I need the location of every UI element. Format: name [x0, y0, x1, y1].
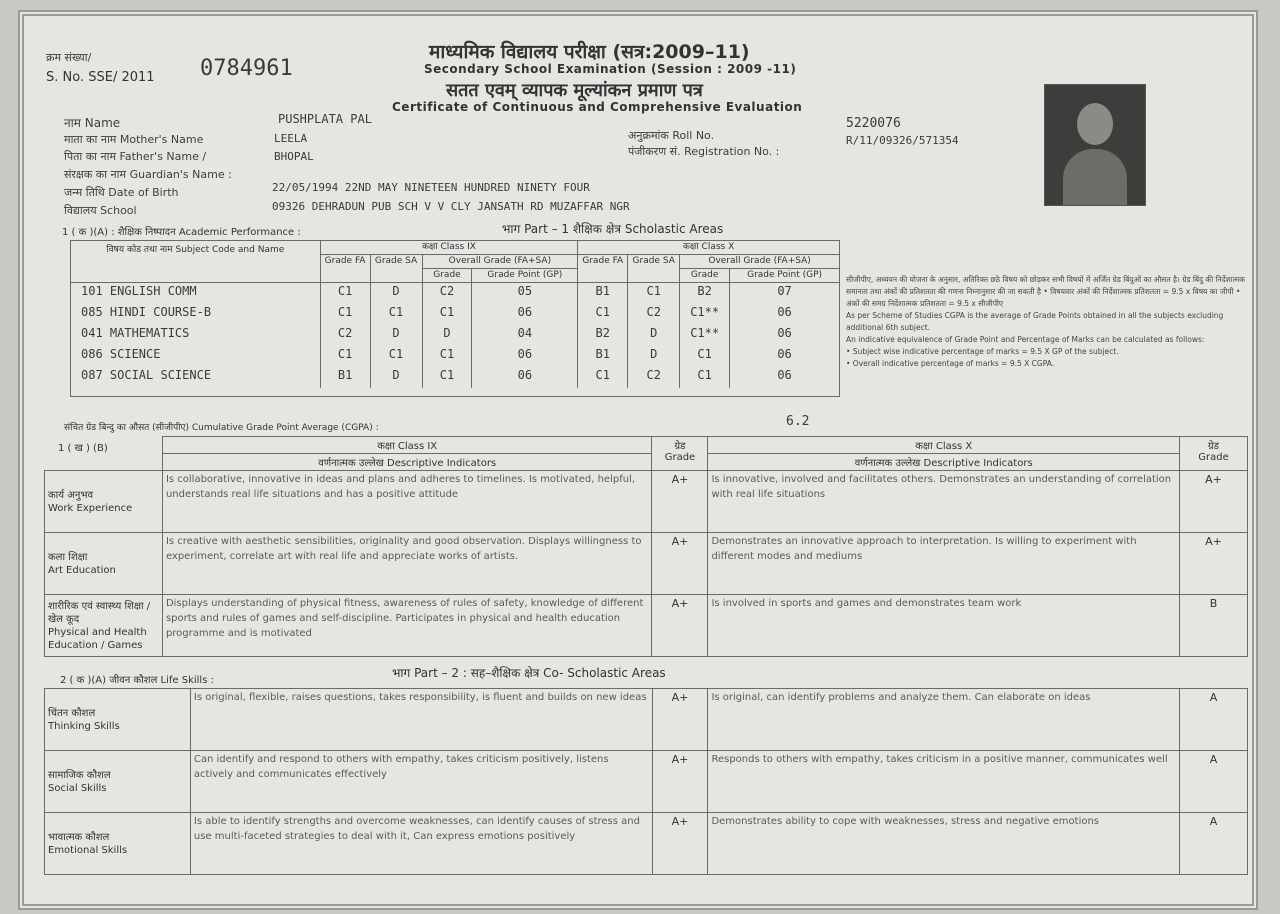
row-label: [45, 813, 191, 875]
grade-cell-fa9: C2: [320, 325, 370, 346]
grade-class9: A+: [652, 689, 708, 751]
subject-row: [71, 346, 840, 367]
registration-number: R/11/09326/571354: [846, 134, 959, 147]
grade-cell-g10: C1: [680, 367, 730, 388]
grade-class9: A+: [652, 533, 708, 595]
grade-cell-fa10: B1: [578, 346, 628, 367]
grade-class10: A: [1180, 813, 1248, 875]
1b-grade-hi-9: ग्रेड: [674, 441, 686, 452]
grade-class10: B: [1180, 595, 1248, 657]
notes-english-2: An indicative equivalence of Grade Point and Percentage of Marks can be calculated as follows:: [846, 335, 1205, 344]
indicator-row: [45, 689, 1248, 751]
subject-name: 087 SOCIAL SCIENCE: [71, 367, 321, 388]
grade-cell-sa9: C1: [370, 346, 422, 367]
grade-cell-fa9: B1: [320, 367, 370, 388]
descriptor-class10: Is original, can identify problems and analyze them. Can elaborate on ideas: [708, 689, 1180, 751]
grade-cell-g9: C2: [422, 283, 472, 305]
row-label-english: Social Skills: [48, 782, 107, 794]
descriptor-class9: Is able to identify strengths and overcome weaknesses, can identify causes of stress and use multi-faceted strategies to deal with it, Can express emotions positively: [190, 813, 652, 875]
1b-grade-hi-10: ग्रेड: [1208, 441, 1219, 452]
grade-cell-fa10: B2: [578, 325, 628, 346]
grade-cell-gp9: 05: [472, 283, 578, 305]
title-english: Secondary School Examination (Session : 2009 -11): [424, 62, 797, 76]
overall-header-9: Overall Grade (FA+SA): [422, 255, 578, 269]
life-skills-table: [44, 688, 1248, 875]
subject-header: विषय कोड तथा नाम Subject Code and Name: [71, 241, 321, 283]
grade-cell-g10: C1: [680, 346, 730, 367]
grade-cell-sa10: D: [628, 346, 680, 367]
1b-grade-header-10: [1180, 437, 1248, 471]
indicator-row: [45, 595, 1248, 657]
certificate-title-hindi: सतत एवम् व्यापक मूल्यांकन प्रमाण पत्र: [446, 80, 703, 101]
grade-class10: A: [1180, 689, 1248, 751]
grade-cell-sa9: C1: [370, 304, 422, 325]
1b-desc-header-10: वर्णनात्मक उल्लेख Descriptive Indicators: [708, 454, 1180, 471]
indicator-row: [45, 813, 1248, 875]
grade-fa-header-9: Grade FA: [320, 255, 370, 283]
grade-point-header-10: Grade Point (GP): [730, 269, 840, 283]
indicator-row: [45, 471, 1248, 533]
descriptor-class10: Is involved in sports and games and demonstrates team work: [708, 595, 1180, 657]
grade-cell-gp9: 06: [472, 367, 578, 388]
subject-row: [71, 325, 840, 346]
grade-cell-g9: C1: [422, 304, 472, 325]
grade-cell-sa9: D: [370, 325, 422, 346]
subject-name: 101 ENGLISH COMM: [71, 283, 321, 305]
roll-label: अनुक्रमांक Roll No.: [628, 129, 715, 142]
rows-2: [45, 689, 1248, 875]
mother-name: LEELA: [274, 132, 308, 145]
row-label-hindi: शारीरिक एवं स्वास्थ्य शिक्षा / खेल कूद: [48, 600, 151, 625]
grade-cell-fa10: B1: [578, 283, 628, 305]
descriptor-class10: Responds to others with empathy, takes criticism in a positive manner, communicates well: [708, 751, 1180, 813]
grade-class10: A+: [1180, 533, 1248, 595]
father-name: BHOPAL: [274, 150, 314, 163]
life-skills-label: 2 ( क )(A) जीवन कौशल Life Skills :: [60, 675, 214, 686]
student-name: PUSHPLATA PAL: [278, 112, 372, 126]
date-of-birth: 22/05/1994 22ND MAY NINETEEN HUNDRED NINETY FOUR: [272, 181, 590, 194]
guardian-label: संरक्षक का नाम Guardian's Name :: [64, 168, 232, 181]
1b-grade-en-9: Grade: [664, 452, 696, 463]
grade-cell-sa10: C1: [628, 283, 680, 305]
notes-english-1: As per Scheme of Studies CGPA is the average of Grade Points obtained in all the subjects excluding additional 6th subject.: [846, 311, 1224, 332]
grade-class9: A+: [652, 595, 708, 657]
indicator-row: [45, 751, 1248, 813]
1b-grade-en-10: Grade: [1198, 452, 1229, 463]
row-label-english: Physical and Health Education / Games: [48, 626, 147, 651]
grade-cell-g9: D: [422, 325, 472, 346]
scholastic-table: [70, 240, 840, 397]
registration-label: पंजीकरण सं. Registration No. :: [628, 145, 780, 158]
serial-label: S. No. SSE/ 2011: [46, 70, 155, 85]
cgpa-value: 6.2: [786, 414, 810, 429]
notes-english-4: • Overall indicative percentage of marks = 9.5 X CGPA.: [846, 359, 1055, 368]
notes-english-3: • Subject wise indicative percentage of marks = 9.5 X GP of the subject.: [846, 347, 1119, 356]
descriptor-class10: Is innovative, involved and facilitates others. Demonstrates an understanding of correlation with real life situations: [708, 471, 1180, 533]
part2-label: भाग Part – 2 : सह–शैक्षिक क्षेत्र Co- Scholastic Areas: [392, 666, 666, 680]
grade-cell-sa9: D: [370, 283, 422, 305]
grade-class9: A+: [652, 751, 708, 813]
row-label-english: Work Experience: [48, 502, 133, 514]
grade-cell-gp10: 06: [730, 346, 840, 367]
grade-sa-header-10: Grade SA: [628, 255, 680, 283]
cgpa-label: संचित ग्रेड बिन्दु का औसत (सीजीपीए) Cumulative Grade Point Average (CGPA) :: [64, 423, 379, 433]
cgpa-notes: [846, 274, 1250, 370]
father-label: पिता का नाम Father's Name /: [64, 150, 207, 163]
rows-1b: [45, 471, 1248, 657]
grade-cell-gp9: 04: [472, 325, 578, 346]
overall-header-10: Overall Grade (FA+SA): [680, 255, 840, 269]
mother-label: माता का नाम Mother's Name: [64, 133, 204, 146]
notes-hindi: सीजीपीए, अध्ययन की योजना के अनुसार, अतिरिक्त छठे विषय को छोड़कर सभी विषयों में अर्जित ग्रेड बिंदुओं का औसत है। ग्रेड बिंदु की निर्देशात्मक समानता तथा अंकों की प्रतिशतता की गणना निम्नानुसार की जा सकती है • विषयवार अंकों की निर्देशात्मक प्रतिशतता = 9.5 x विषय का जीपी • अंकों की समग्र निर्देशात्मक प्रतिशतता = 9.5 x सीजीपीए: [846, 275, 1246, 308]
row-label-english: Emotional Skills: [48, 844, 128, 856]
certificate-sheet: [18, 10, 1258, 910]
grade-cell-gp9: 06: [472, 304, 578, 325]
grade-cell-gp10: 06: [730, 304, 840, 325]
row-label: [45, 533, 163, 595]
grade-class10: A+: [1180, 471, 1248, 533]
serial-label-hindi: क्रम संख्या/: [46, 51, 92, 64]
grade-class9: A+: [652, 813, 708, 875]
subject-row: [71, 304, 840, 325]
subject-rows: [71, 283, 840, 389]
grade-point-header-9: Grade Point (GP): [472, 269, 578, 283]
1b-class10-header: कक्षा Class X: [708, 437, 1180, 454]
dob-label: जन्म तिथि Date of Birth: [64, 186, 179, 199]
row-label-english: Art Education: [48, 564, 116, 576]
descriptor-class10: Demonstrates ability to cope with weaknesses, stress and negative emotions: [708, 813, 1180, 875]
grade-cell-g10: C1**: [680, 304, 730, 325]
serial-number: 0784961: [200, 56, 293, 81]
descriptor-class9: Can identify and respond to others with empathy, takes criticism positively, listens actively and communicates effectively: [190, 751, 652, 813]
grade-fa-header-10: Grade FA: [578, 255, 628, 283]
row-label: [45, 595, 163, 657]
part1-label: भाग Part – 1 शैक्षिक क्षेत्र Scholastic Areas: [502, 222, 724, 236]
row-label-hindi: कला शिक्षा: [48, 551, 88, 563]
grade-cell-sa10: D: [628, 325, 680, 346]
grade-cell-g9: C1: [422, 346, 472, 367]
grade-cell-g10: B2: [680, 283, 730, 305]
descriptor-class9: Is collaborative, innovative in ideas and plans and adheres to timelines. Is motivated, helpful, understands real life situations and has a positive attitude: [162, 471, 652, 533]
descriptor-class10: Demonstrates an innovative approach to interpretation. Is willing to experiment with different modes and mediums: [708, 533, 1180, 595]
1b-grade-header-9: [652, 437, 708, 471]
grade-cell-gp9: 06: [472, 346, 578, 367]
grade-cell-sa9: D: [370, 367, 422, 388]
grade-cell-fa10: C1: [578, 367, 628, 388]
class10-header: कक्षा Class X: [578, 241, 840, 255]
grade-sa-header-9: Grade SA: [370, 255, 422, 283]
row-label: [45, 751, 191, 813]
subject-row: [71, 367, 840, 388]
grade-cell-gp10: 07: [730, 283, 840, 305]
grade-cell-sa10: C2: [628, 304, 680, 325]
grade-header-10: Grade: [680, 269, 730, 283]
grade-class9: A+: [652, 471, 708, 533]
1b-desc-header-9: वर्णनात्मक उल्लेख Descriptive Indicators: [162, 454, 652, 471]
grade-cell-gp10: 06: [730, 367, 840, 388]
row-label-hindi: भावात्मक कौशल: [48, 831, 110, 843]
subject-row: [71, 283, 840, 305]
descriptor-class9: Is creative with aesthetic sensibilities, originality and good observation. Displays willingness to experiment, correlate art with real life and appreciate works of artists.: [162, 533, 652, 595]
student-photo: [1044, 84, 1146, 206]
row-label: [45, 471, 163, 533]
grade-cell-g9: C1: [422, 367, 472, 388]
grade-cell-fa9: C1: [320, 304, 370, 325]
class9-header: कक्षा Class IX: [320, 241, 578, 255]
grade-cell-sa10: C2: [628, 367, 680, 388]
1b-class9-header: कक्षा Class IX: [162, 437, 652, 454]
grade-class10: A: [1180, 751, 1248, 813]
descriptor-class9: Displays understanding of physical fitness, awareness of rules of safety, knowledge of different sports and rules of games and self-discipline. Participates in physical and health education programme and is motivated: [162, 595, 652, 657]
row-label-hindi: सामाजिक कौशल: [48, 769, 111, 781]
roll-number: 5220076: [846, 116, 901, 131]
title-hindi: माध्यमिक विद्यालय परीक्षा (सत्र:2009–11): [429, 41, 750, 63]
grade-cell-g10: C1**: [680, 325, 730, 346]
grade-cell-fa9: C1: [320, 283, 370, 305]
row-label-english: Thinking Skills: [48, 720, 120, 732]
grade-cell-fa9: C1: [320, 346, 370, 367]
row-label-hindi: कार्य अनुभव: [48, 489, 94, 501]
row-label-hindi: चिंतन कौशल: [48, 707, 96, 719]
grade-cell-fa10: C1: [578, 304, 628, 325]
part1b-label: 1 ( ख ) (B): [58, 443, 108, 454]
grade-header-9: Grade: [422, 269, 472, 283]
school-name: 09326 DEHRADUN PUB SCH V V CLY JANSATH RD MUZAFFAR NGR: [272, 200, 630, 213]
academic-performance-label: 1 ( क )(A) : शैक्षिक निष्पादन Academic Performance :: [62, 227, 301, 238]
indicator-row: [45, 533, 1248, 595]
row-label: [45, 689, 191, 751]
grade-cell-gp10: 06: [730, 325, 840, 346]
subject-name: 086 SCIENCE: [71, 346, 321, 367]
certificate-title-english: Certificate of Continuous and Comprehensive Evaluation: [392, 100, 803, 114]
subject-name: 041 MATHEMATICS: [71, 325, 321, 346]
subject-name: 085 HINDI COURSE-B: [71, 304, 321, 325]
name-label: नाम Name: [64, 116, 121, 130]
school-label: विद्यालय School: [64, 204, 137, 217]
descriptive-table-1b: [44, 436, 1248, 657]
descriptor-class9: Is original, flexible, raises questions, takes responsibility, is fluent and builds on new ideas: [190, 689, 652, 751]
